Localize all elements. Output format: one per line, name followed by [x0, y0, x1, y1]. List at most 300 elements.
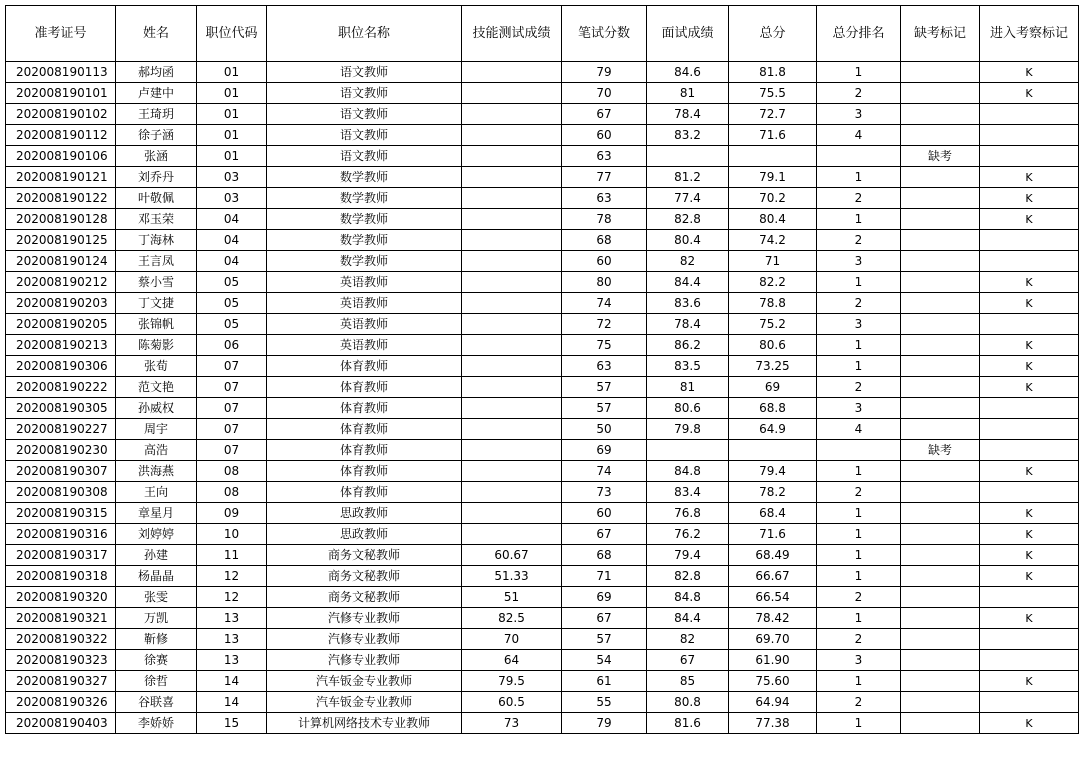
cell-total-score — [729, 440, 817, 461]
cell-skill-score — [462, 377, 562, 398]
cell-rank: 3 — [817, 398, 901, 419]
cell-name: 徐哲 — [116, 671, 197, 692]
cell-rank: 1 — [817, 608, 901, 629]
cell-exam-id: 202008190125 — [6, 230, 116, 251]
header-exam-id: 准考证号 — [6, 6, 116, 62]
cell-inspection-mark: K — [980, 62, 1079, 83]
cell-absent-mark — [901, 335, 980, 356]
cell-position-code: 01 — [197, 104, 267, 125]
cell-absent-mark — [901, 356, 980, 377]
cell-position-code: 14 — [197, 692, 267, 713]
cell-total-score: 73.25 — [729, 356, 817, 377]
cell-position-name: 商务文秘教师 — [267, 545, 462, 566]
cell-interview-score: 80.8 — [647, 692, 729, 713]
cell-skill-score — [462, 209, 562, 230]
cell-interview-score: 76.2 — [647, 524, 729, 545]
table-row — [6, 461, 1079, 482]
cell-rank — [817, 440, 901, 461]
cell-position-name: 汽车钣金专业教师 — [267, 671, 462, 692]
cell-position-name: 语文教师 — [267, 83, 462, 104]
cell-name: 孙威权 — [116, 398, 197, 419]
cell-position-code: 07 — [197, 356, 267, 377]
cell-position-code: 13 — [197, 650, 267, 671]
cell-rank: 2 — [817, 293, 901, 314]
cell-inspection-mark: K — [980, 503, 1079, 524]
cell-position-code: 07 — [197, 398, 267, 419]
cell-skill-score — [462, 524, 562, 545]
cell-rank: 2 — [817, 83, 901, 104]
cell-exam-id: 202008190113 — [6, 62, 116, 83]
cell-inspection-mark: K — [980, 461, 1079, 482]
cell-written-score: 80 — [562, 272, 647, 293]
cell-position-code: 15 — [197, 713, 267, 734]
cell-position-name: 英语教师 — [267, 272, 462, 293]
cell-absent-mark — [901, 398, 980, 419]
cell-exam-id: 202008190305 — [6, 398, 116, 419]
cell-inspection-mark — [980, 692, 1079, 713]
cell-absent-mark — [901, 629, 980, 650]
cell-absent-mark — [901, 62, 980, 83]
cell-total-score: 64.94 — [729, 692, 817, 713]
cell-rank: 3 — [817, 650, 901, 671]
cell-written-score: 74 — [562, 293, 647, 314]
cell-position-name: 汽修专业教师 — [267, 629, 462, 650]
cell-written-score: 60 — [562, 503, 647, 524]
header-position-code: 职位代码 — [197, 6, 267, 62]
cell-position-code: 01 — [197, 83, 267, 104]
table-row — [6, 482, 1079, 503]
cell-interview-score: 84.4 — [647, 272, 729, 293]
cell-absent-mark — [901, 524, 980, 545]
cell-rank: 1 — [817, 461, 901, 482]
table-row — [6, 293, 1079, 314]
cell-absent-mark — [901, 125, 980, 146]
cell-inspection-mark — [980, 125, 1079, 146]
cell-interview-score: 82.8 — [647, 566, 729, 587]
cell-rank: 1 — [817, 713, 901, 734]
cell-interview-score: 84.8 — [647, 587, 729, 608]
cell-exam-id: 202008190222 — [6, 377, 116, 398]
cell-interview-score: 82 — [647, 251, 729, 272]
cell-total-score: 80.4 — [729, 209, 817, 230]
cell-total-score: 80.6 — [729, 335, 817, 356]
cell-rank: 1 — [817, 209, 901, 230]
cell-inspection-mark — [980, 314, 1079, 335]
cell-total-score: 78.42 — [729, 608, 817, 629]
cell-inspection-mark — [980, 440, 1079, 461]
cell-inspection-mark — [980, 629, 1079, 650]
cell-name: 丁海林 — [116, 230, 197, 251]
cell-written-score: 79 — [562, 62, 647, 83]
cell-name: 孙建 — [116, 545, 197, 566]
cell-written-score: 78 — [562, 209, 647, 230]
cell-rank: 2 — [817, 692, 901, 713]
cell-inspection-mark — [980, 650, 1079, 671]
cell-name: 陈菊影 — [116, 335, 197, 356]
table-row — [6, 104, 1079, 125]
cell-written-score: 57 — [562, 377, 647, 398]
cell-written-score: 75 — [562, 335, 647, 356]
cell-written-score: 60 — [562, 251, 647, 272]
cell-absent-mark — [901, 608, 980, 629]
cell-name: 靳修 — [116, 629, 197, 650]
cell-position-code: 08 — [197, 482, 267, 503]
cell-rank: 1 — [817, 62, 901, 83]
cell-absent-mark — [901, 503, 980, 524]
cell-total-score: 68.4 — [729, 503, 817, 524]
score-table — [5, 5, 1079, 734]
cell-exam-id: 202008190306 — [6, 356, 116, 377]
cell-skill-score — [462, 482, 562, 503]
cell-skill-score — [462, 83, 562, 104]
cell-inspection-mark: K — [980, 524, 1079, 545]
cell-exam-id: 202008190308 — [6, 482, 116, 503]
cell-skill-score — [462, 419, 562, 440]
cell-written-score: 67 — [562, 104, 647, 125]
cell-total-score: 75.5 — [729, 83, 817, 104]
cell-interview-score: 78.4 — [647, 104, 729, 125]
cell-exam-id: 202008190101 — [6, 83, 116, 104]
cell-skill-score: 79.5 — [462, 671, 562, 692]
cell-written-score: 73 — [562, 482, 647, 503]
cell-rank: 2 — [817, 587, 901, 608]
cell-position-name: 商务文秘教师 — [267, 566, 462, 587]
cell-skill-score — [462, 125, 562, 146]
cell-name: 王向 — [116, 482, 197, 503]
cell-name: 周宇 — [116, 419, 197, 440]
cell-absent-mark — [901, 167, 980, 188]
cell-position-code: 10 — [197, 524, 267, 545]
cell-rank: 2 — [817, 377, 901, 398]
cell-position-code: 06 — [197, 335, 267, 356]
cell-absent-mark — [901, 692, 980, 713]
cell-skill-score: 82.5 — [462, 608, 562, 629]
cell-written-score: 63 — [562, 146, 647, 167]
cell-position-code: 12 — [197, 566, 267, 587]
cell-position-name: 英语教师 — [267, 293, 462, 314]
cell-position-code: 03 — [197, 188, 267, 209]
cell-name: 丁文捷 — [116, 293, 197, 314]
cell-total-score: 71 — [729, 251, 817, 272]
cell-position-name: 思政教师 — [267, 503, 462, 524]
header-name: 姓名 — [116, 6, 197, 62]
cell-name: 徐子涵 — [116, 125, 197, 146]
cell-name: 邓玉荣 — [116, 209, 197, 230]
cell-skill-score — [462, 356, 562, 377]
cell-total-score: 78.2 — [729, 482, 817, 503]
cell-written-score: 71 — [562, 566, 647, 587]
cell-written-score: 67 — [562, 608, 647, 629]
cell-rank: 1 — [817, 566, 901, 587]
cell-name: 张锦帆 — [116, 314, 197, 335]
cell-exam-id: 202008190322 — [6, 629, 116, 650]
cell-total-score: 61.90 — [729, 650, 817, 671]
cell-position-code: 13 — [197, 629, 267, 650]
cell-name: 叶敬佩 — [116, 188, 197, 209]
cell-inspection-mark — [980, 230, 1079, 251]
cell-position-code: 12 — [197, 587, 267, 608]
cell-interview-score: 82 — [647, 629, 729, 650]
cell-skill-score: 64 — [462, 650, 562, 671]
cell-skill-score — [462, 146, 562, 167]
table-row — [6, 125, 1079, 146]
cell-position-code: 11 — [197, 545, 267, 566]
cell-total-score: 66.54 — [729, 587, 817, 608]
cell-name: 范文艳 — [116, 377, 197, 398]
cell-inspection-mark: K — [980, 188, 1079, 209]
cell-total-score: 75.60 — [729, 671, 817, 692]
cell-written-score: 77 — [562, 167, 647, 188]
cell-interview-score: 77.4 — [647, 188, 729, 209]
table-row — [6, 146, 1079, 167]
table-row — [6, 167, 1079, 188]
cell-rank — [817, 146, 901, 167]
table-header — [6, 6, 1079, 62]
cell-rank: 1 — [817, 503, 901, 524]
cell-name: 卢建中 — [116, 83, 197, 104]
cell-written-score: 72 — [562, 314, 647, 335]
cell-rank: 2 — [817, 629, 901, 650]
cell-exam-id: 202008190315 — [6, 503, 116, 524]
cell-written-score: 68 — [562, 230, 647, 251]
cell-skill-score — [462, 251, 562, 272]
cell-absent-mark — [901, 650, 980, 671]
cell-exam-id: 202008190102 — [6, 104, 116, 125]
cell-position-code: 01 — [197, 125, 267, 146]
table-row — [6, 272, 1079, 293]
cell-exam-id: 202008190307 — [6, 461, 116, 482]
cell-position-code: 04 — [197, 251, 267, 272]
cell-position-code: 01 — [197, 146, 267, 167]
table-row — [6, 62, 1079, 83]
cell-exam-id: 202008190128 — [6, 209, 116, 230]
cell-name: 高浩 — [116, 440, 197, 461]
cell-position-name: 商务文秘教师 — [267, 587, 462, 608]
cell-position-code: 01 — [197, 62, 267, 83]
table-row — [6, 83, 1079, 104]
header-rank: 总分排名 — [817, 6, 901, 62]
table-body — [6, 62, 1079, 734]
cell-total-score: 71.6 — [729, 125, 817, 146]
cell-position-name: 计算机网络技术专业教师 — [267, 713, 462, 734]
cell-name: 蔡小雪 — [116, 272, 197, 293]
cell-written-score: 55 — [562, 692, 647, 713]
cell-inspection-mark — [980, 104, 1079, 125]
header-skill-score: 技能测试成绩 — [462, 6, 562, 62]
cell-exam-id: 202008190316 — [6, 524, 116, 545]
cell-total-score: 69 — [729, 377, 817, 398]
cell-position-name: 体育教师 — [267, 440, 462, 461]
cell-total-score: 77.38 — [729, 713, 817, 734]
cell-written-score: 69 — [562, 587, 647, 608]
table-row — [6, 209, 1079, 230]
cell-exam-id: 202008190213 — [6, 335, 116, 356]
cell-total-score: 82.2 — [729, 272, 817, 293]
cell-inspection-mark: K — [980, 209, 1079, 230]
cell-inspection-mark: K — [980, 713, 1079, 734]
cell-inspection-mark — [980, 251, 1079, 272]
cell-absent-mark — [901, 314, 980, 335]
cell-exam-id: 202008190124 — [6, 251, 116, 272]
cell-rank: 1 — [817, 335, 901, 356]
table-row — [6, 650, 1079, 671]
cell-interview-score: 81 — [647, 83, 729, 104]
cell-interview-score: 84.8 — [647, 461, 729, 482]
header-total-score: 总分 — [729, 6, 817, 62]
table-row — [6, 608, 1079, 629]
cell-written-score: 54 — [562, 650, 647, 671]
cell-total-score: 79.1 — [729, 167, 817, 188]
cell-written-score: 50 — [562, 419, 647, 440]
table-row — [6, 314, 1079, 335]
cell-exam-id: 202008190203 — [6, 293, 116, 314]
cell-name: 王言凤 — [116, 251, 197, 272]
cell-absent-mark — [901, 230, 980, 251]
cell-skill-score: 51 — [462, 587, 562, 608]
cell-skill-score: 73 — [462, 713, 562, 734]
table-row — [6, 188, 1079, 209]
cell-total-score: 70.2 — [729, 188, 817, 209]
cell-position-name: 语文教师 — [267, 146, 462, 167]
cell-inspection-mark: K — [980, 608, 1079, 629]
cell-position-name: 英语教师 — [267, 314, 462, 335]
header-position-name: 职位名称 — [267, 6, 462, 62]
cell-written-score: 57 — [562, 629, 647, 650]
cell-total-score: 74.2 — [729, 230, 817, 251]
cell-position-name: 思政教师 — [267, 524, 462, 545]
cell-skill-score: 51.33 — [462, 566, 562, 587]
cell-absent-mark — [901, 83, 980, 104]
cell-position-code: 08 — [197, 461, 267, 482]
table-row — [6, 692, 1079, 713]
cell-absent-mark — [901, 671, 980, 692]
cell-written-score: 63 — [562, 356, 647, 377]
cell-rank: 2 — [817, 482, 901, 503]
cell-absent-mark — [901, 188, 980, 209]
cell-exam-id: 202008190122 — [6, 188, 116, 209]
table-row — [6, 419, 1079, 440]
cell-interview-score — [647, 440, 729, 461]
cell-exam-id: 202008190227 — [6, 419, 116, 440]
cell-name: 张涵 — [116, 146, 197, 167]
cell-skill-score — [462, 167, 562, 188]
cell-position-name: 汽车钣金专业教师 — [267, 692, 462, 713]
cell-total-score: 71.6 — [729, 524, 817, 545]
cell-interview-score: 84.6 — [647, 62, 729, 83]
cell-absent-mark — [901, 587, 980, 608]
cell-skill-score — [462, 461, 562, 482]
cell-absent-mark — [901, 566, 980, 587]
cell-name: 杨晶晶 — [116, 566, 197, 587]
cell-inspection-mark: K — [980, 377, 1079, 398]
cell-position-name: 体育教师 — [267, 461, 462, 482]
cell-written-score: 79 — [562, 713, 647, 734]
table-row — [6, 524, 1079, 545]
cell-position-code: 09 — [197, 503, 267, 524]
cell-inspection-mark — [980, 419, 1079, 440]
cell-exam-id: 202008190106 — [6, 146, 116, 167]
cell-inspection-mark: K — [980, 83, 1079, 104]
cell-exam-id: 202008190318 — [6, 566, 116, 587]
cell-absent-mark — [901, 251, 980, 272]
cell-skill-score — [462, 62, 562, 83]
cell-skill-score — [462, 503, 562, 524]
cell-written-score: 74 — [562, 461, 647, 482]
cell-inspection-mark: K — [980, 671, 1079, 692]
cell-skill-score — [462, 440, 562, 461]
cell-absent-mark: 缺考 — [901, 440, 980, 461]
cell-rank: 3 — [817, 104, 901, 125]
cell-skill-score: 60.5 — [462, 692, 562, 713]
cell-position-code: 07 — [197, 377, 267, 398]
table-row — [6, 251, 1079, 272]
cell-interview-score: 80.6 — [647, 398, 729, 419]
cell-position-name: 数学教师 — [267, 230, 462, 251]
cell-total-score: 68.49 — [729, 545, 817, 566]
table-row — [6, 398, 1079, 419]
cell-skill-score — [462, 104, 562, 125]
cell-name: 刘婷婷 — [116, 524, 197, 545]
cell-interview-score: 81.2 — [647, 167, 729, 188]
cell-total-score: 64.9 — [729, 419, 817, 440]
cell-rank: 1 — [817, 671, 901, 692]
cell-position-name: 语文教师 — [267, 125, 462, 146]
cell-skill-score: 70 — [462, 629, 562, 650]
cell-exam-id: 202008190205 — [6, 314, 116, 335]
cell-interview-score: 80.4 — [647, 230, 729, 251]
cell-interview-score: 79.4 — [647, 545, 729, 566]
header-absent-mark: 缺考标记 — [901, 6, 980, 62]
cell-total-score: 66.67 — [729, 566, 817, 587]
cell-inspection-mark: K — [980, 272, 1079, 293]
cell-skill-score — [462, 293, 562, 314]
cell-exam-id: 202008190317 — [6, 545, 116, 566]
cell-total-score — [729, 146, 817, 167]
cell-interview-score: 86.2 — [647, 335, 729, 356]
cell-position-name: 汽修专业教师 — [267, 608, 462, 629]
cell-position-name: 数学教师 — [267, 209, 462, 230]
cell-rank: 1 — [817, 545, 901, 566]
cell-position-code: 13 — [197, 608, 267, 629]
table-row — [6, 629, 1079, 650]
cell-exam-id: 202008190326 — [6, 692, 116, 713]
cell-written-score: 69 — [562, 440, 647, 461]
cell-absent-mark — [901, 419, 980, 440]
table-row — [6, 503, 1079, 524]
cell-inspection-mark: K — [980, 293, 1079, 314]
cell-interview-score: 85 — [647, 671, 729, 692]
cell-name: 郝均函 — [116, 62, 197, 83]
cell-name: 谷联喜 — [116, 692, 197, 713]
cell-position-code: 14 — [197, 671, 267, 692]
cell-position-name: 体育教师 — [267, 356, 462, 377]
cell-absent-mark — [901, 713, 980, 734]
cell-position-code: 05 — [197, 272, 267, 293]
cell-absent-mark — [901, 104, 980, 125]
cell-interview-score: 76.8 — [647, 503, 729, 524]
cell-interview-score: 83.5 — [647, 356, 729, 377]
cell-position-name: 语文教师 — [267, 62, 462, 83]
cell-written-score: 61 — [562, 671, 647, 692]
cell-position-name: 英语教师 — [267, 335, 462, 356]
cell-absent-mark — [901, 482, 980, 503]
cell-name: 徐赛 — [116, 650, 197, 671]
cell-name: 张荀 — [116, 356, 197, 377]
cell-interview-score: 81 — [647, 377, 729, 398]
cell-inspection-mark — [980, 482, 1079, 503]
cell-skill-score — [462, 188, 562, 209]
cell-skill-score: 60.67 — [462, 545, 562, 566]
